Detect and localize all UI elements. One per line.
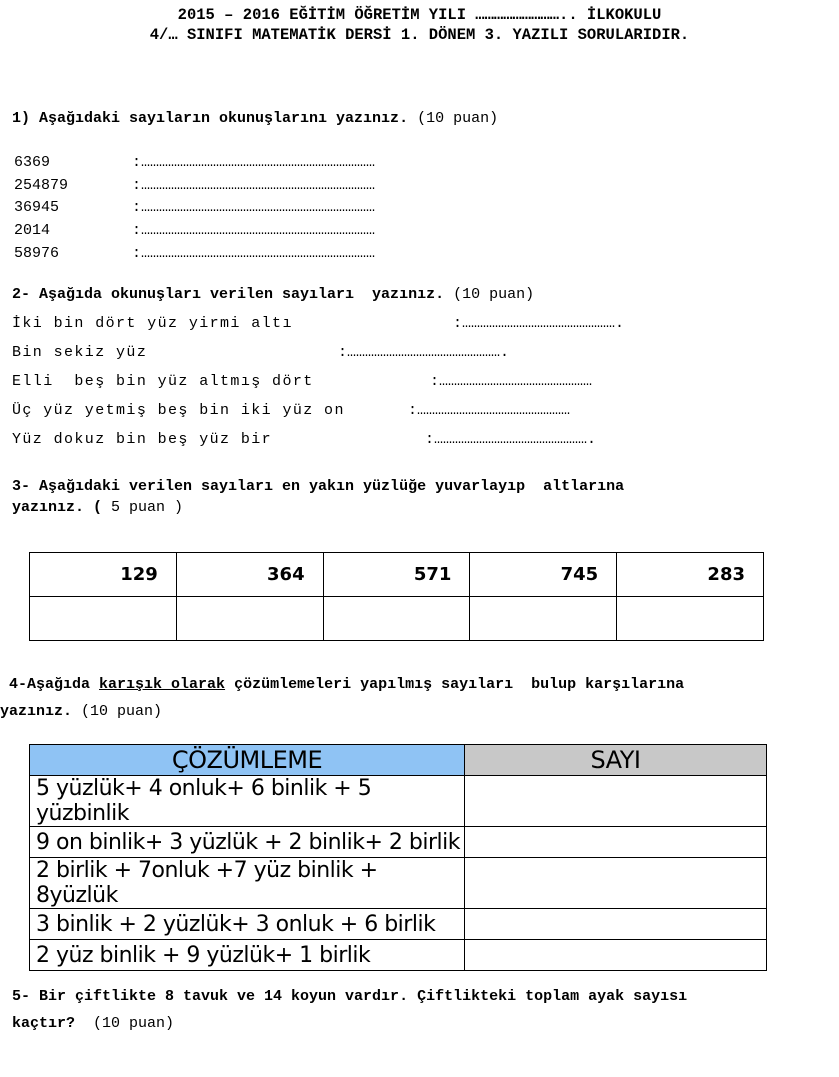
table-row [30,776,767,827]
q2-points: (10 puan) [453,286,535,303]
number-answer-cell[interactable] [465,909,767,940]
rounding-numbers-row [30,553,764,597]
q1-answer-line[interactable]: :…………………………………………………………………… [132,245,376,262]
q2-title [12,286,534,303]
q4-title-line-2 [0,703,162,720]
q2-item-text: Yüz dokuz bin beş yüz bir [12,431,273,448]
q4-title-pre: 4-Aşağıda [0,676,100,693]
q1-answer-line[interactable]: :…………………………………………………………………… [132,177,376,194]
q1-title [12,110,498,127]
q1-answer-line[interactable]: :…………………………………………………………………… [132,154,376,171]
decomposition-cell: 9 on binlik+ 3 yüzlük + 2 binlik+ 2 birlik [30,827,465,858]
number-answer-cell[interactable] [465,827,767,858]
q4-title-line-1 [0,676,684,693]
q1-item-num: 58976 [14,245,60,262]
q1-answer-line[interactable]: :…………………………………………………………………… [132,199,376,216]
rounding-answer-cell[interactable] [323,597,470,641]
q5-line-1: 5- Bir çiftlikte 8 tavuk ve 14 koyun vardır. Çiftlikteki toplam ayak sayısı [12,988,688,1005]
decomposition-cell: 3 binlik + 2 yüzlük+ 3 onluk + 6 birlik [30,909,465,940]
q2-title-text: 2- Aşağıda okunuşları verilen sayıları yazınız. [12,286,445,303]
q1-title-text: 1) Aşağıdaki sayıların okunuşlarını yazınız. [12,110,409,127]
rounding-number-cell: 364 [176,553,323,597]
rounding-answer-cell[interactable] [617,597,764,641]
decomposition-header: ÇÖZÜMLEME [30,745,465,776]
q2-item-text: Üç yüz yetmiş beş bin iki yüz on [12,402,345,419]
rounding-number-cell: 129 [30,553,177,597]
q5-points: (10 puan) [93,1015,175,1032]
q1-item-num: 254879 [14,177,69,194]
number-header: SAYI [465,745,767,776]
rounding-answers-row [30,597,764,641]
q4-points: (10 puan) [81,703,163,720]
rounding-number-cell: 283 [617,553,764,597]
q4-title-line-2-text: yazınız. [0,703,73,720]
number-answer-cell[interactable] [465,776,767,827]
q2-answer-line[interactable]: :……………………………………………. [338,344,510,361]
q2-answer-line[interactable]: :…………………………………………… [408,402,571,419]
q2-answer-line[interactable]: :……………………………………………. [425,431,597,448]
rounding-number-cell: 571 [323,553,470,597]
q5-line-2-text: kaçtır? [12,1015,76,1032]
q2-item-text: Elli beş bin yüz altmış dört [12,373,314,390]
rounding-answer-cell[interactable] [176,597,323,641]
table-row [30,827,767,858]
number-answer-cell[interactable] [465,940,767,971]
q1-item-num: 2014 [14,222,51,239]
number-answer-cell[interactable] [465,858,767,909]
decomposition-cell: 2 birlik + 7onluk +7 yüz binlik + 8yüzlük [30,858,465,909]
decomposition-cell: 5 yüzlük+ 4 onluk+ 6 binlik + 5 yüzbinlik [30,776,465,827]
q1-item-num: 6369 [14,154,51,171]
q3-points: 5 puan ) [102,499,184,516]
rounding-table [29,552,764,641]
q1-answer-line[interactable]: :…………………………………………………………………… [132,222,376,239]
q2-item-text: Bin sekiz yüz [12,344,148,361]
q3-title-line-2 [12,499,183,516]
header-line-1: 2015 – 2016 EĞİTİM ÖĞRETİM YILI ……………………….. İLKOKULU [177,6,662,24]
decomposition-cell: 2 yüz binlik + 9 yüzlük+ 1 birlik [30,940,465,971]
q2-item-text: İki bin dört yüz yirmi altı [12,315,293,332]
q2-answer-line[interactable]: :……………………………………………. [453,315,625,332]
rounding-answer-cell[interactable] [470,597,617,641]
header-line-2: 4/… SINIFI MATEMATİK DERSİ 1. DÖNEM 3. YAZILI SORULARIDIR. [149,26,690,44]
q5-line-2 [12,1015,174,1032]
q4-title-underlined: karışık olarak [99,676,226,693]
decomposition-header-row [30,745,767,776]
rounding-number-cell: 745 [470,553,617,597]
q3-title-line-1: 3- Aşağıdaki verilen sayıları en yakın yüzlüğe yuvarlayıp altlarına [12,478,625,495]
q1-item-num: 36945 [14,199,60,216]
q3-title-bold: yazınız. ( [12,499,103,516]
q1-points: (10 puan) [417,110,499,127]
rounding-answer-cell[interactable] [30,597,177,641]
q2-answer-line[interactable]: :…………………………………………… [430,373,593,390]
table-row [30,858,767,909]
table-row [30,940,767,971]
decomposition-table [29,744,767,971]
q4-title-post: çözümlemeleri yapılmış sayıları bulup karşılarına [225,676,685,693]
table-row [30,909,767,940]
